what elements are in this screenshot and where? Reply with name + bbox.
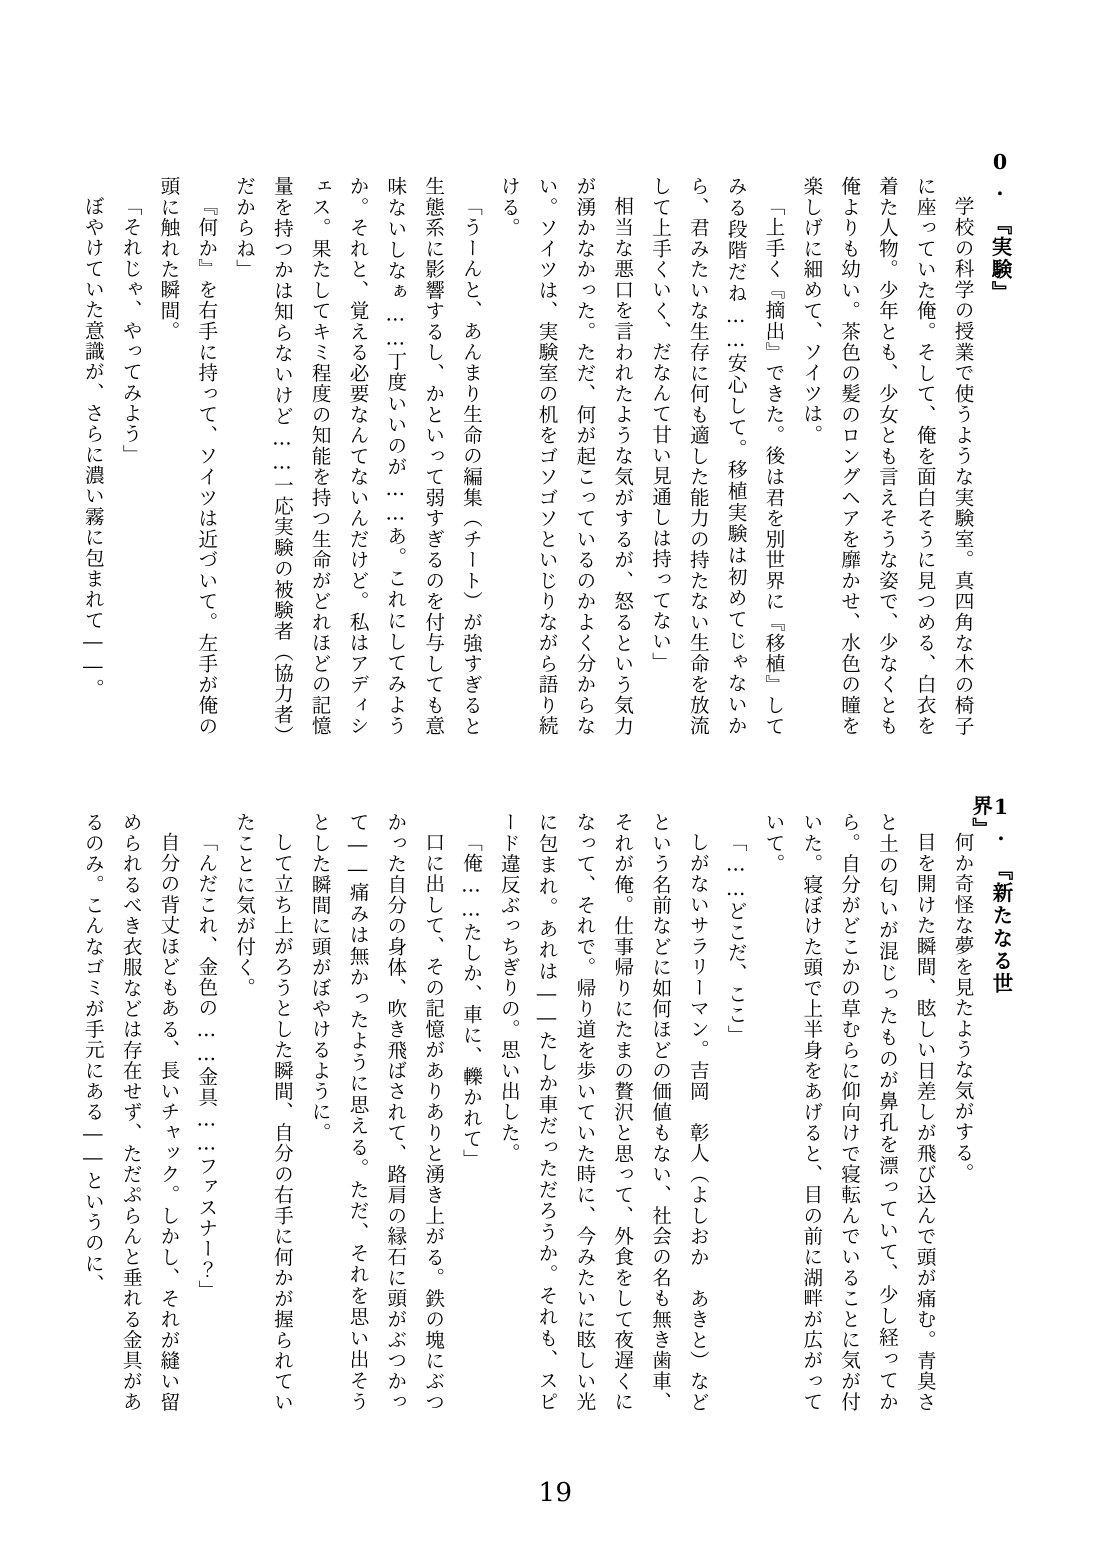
section-1-body — [81, 812, 981, 1412]
paragraph: 自分の背丈ほどもある、長いチャック。しかし、それが縫い留められるべき衣服などは存在せず、ただぷらんと垂れる金具があるのみ。こんなゴミが手元にある――というのに、 — [81, 812, 180, 1412]
paragraph: 「上手く『摘出』できた。後は君を別世界に『移植』してみる段階だね……安心して。移植実験は初めてじゃないから、君みたいな生存に何も適した能力の持たない生命を放流して上手くいく、だなんて甘い見通しは持ってない」 — [648, 176, 785, 736]
paragraph: 何か奇怪な夢を見たような気がする。 — [951, 831, 974, 1184]
paragraph: 相当な悪口を言われたような気がするが、怒るという気力が湧かなかった。ただ、何が起こっているのかよく分からない。ソイツは、実験室の机をゴソゴソといじりながら語り続ける。 — [497, 176, 634, 736]
paragraph: 口に出して、その記憶がありありと湧き上がる。鉄の塊にぶつかった自分の身体、吹き飛ばされて、路肩の縁石に頭がぶつかって――痛みは無かったように思える。ただ、それを思い出そうとした瞬間に頭がぼやけるように。 — [308, 812, 445, 1412]
paragraph: 「……どこだ、ここ」 — [724, 831, 748, 1046]
paragraph: 「んだこれ、金色の……金具……ファスナー？」 — [194, 831, 218, 1301]
paragraph: 『何か』を右手に持って、ソイツは近づいて。左手が俺の頭に触れた瞬間。 — [156, 176, 218, 736]
paragraph: 「俺……たしか、車に、轢かれて」 — [459, 831, 483, 1170]
paragraph: して立ち上がろうとした瞬間、自分の右手に何かが握られていたことに気が付く。 — [232, 812, 294, 1412]
section-0-heading: 0. 『実験』 — [988, 150, 1012, 304]
paragraph: しがないサラリーマン。吉岡 彰人（よしおか あきと）などという名前などに如何ほどの価値もない、社会の名も無き歯車、それが俺。仕事帰りにたまの贅沢と思って、外食をして夜遅くになって、それで。帰り道を歩いていた時に、今みたいに眩しい光に包まれ。あれは――たしか車だっただろうか。それも、スピード違反ぶっちぎりの。思い出した。 — [497, 812, 710, 1412]
paragraph: 目を開けた瞬間、眩しい日差しが飛び込んで頭が痛む。青臭さと土の匂いが混じったものが鼻孔を漂っていて、少し経ってから。自分がどこかの草むらに仰向けで寝転んでいることに気が付いた。寝ぼけた頭で上半身をあげると、目の前に湖畔が広がっていて。 — [761, 812, 937, 1412]
paragraph: 「うーんと、あんまり生命の編集（チート）が強すぎると生態系に影響するし、かといって弱すぎるのを付与しても意味ないしなぁ……丁度いいのが……あ。これにしてみようか。それと、覚える必要なんてないんだけど。私はアディシェス。果たしてキミ程度の知能を持つ生命がどれほどの記憶量を持つかは知らないけど……一応実験の被験者（協力者）だからね」 — [232, 176, 483, 736]
section-1-heading: 1. 『新たなる世界』 — [968, 795, 1013, 995]
paragraph: ぼやけていた意識が、さらに濃い霧に包まれて――。 — [81, 195, 105, 699]
page-number: 19 — [538, 1478, 573, 1508]
section-0-body — [81, 176, 981, 736]
paragraph: 「それじゃ、やってみよう」 — [119, 195, 143, 465]
paragraph: 学校の科学の授業で使うような実験室。真四角な木の椅子に座っていた俺。そして、俺を面白そうに見つめる、白衣を着た人物。少年とも、少女とも言えそうな姿で、少なくとも俺よりも幼い。茶色の髪のロングヘアを靡かせ、水色の瞳を楽しげに細めて、ソイツは。 — [799, 176, 974, 736]
